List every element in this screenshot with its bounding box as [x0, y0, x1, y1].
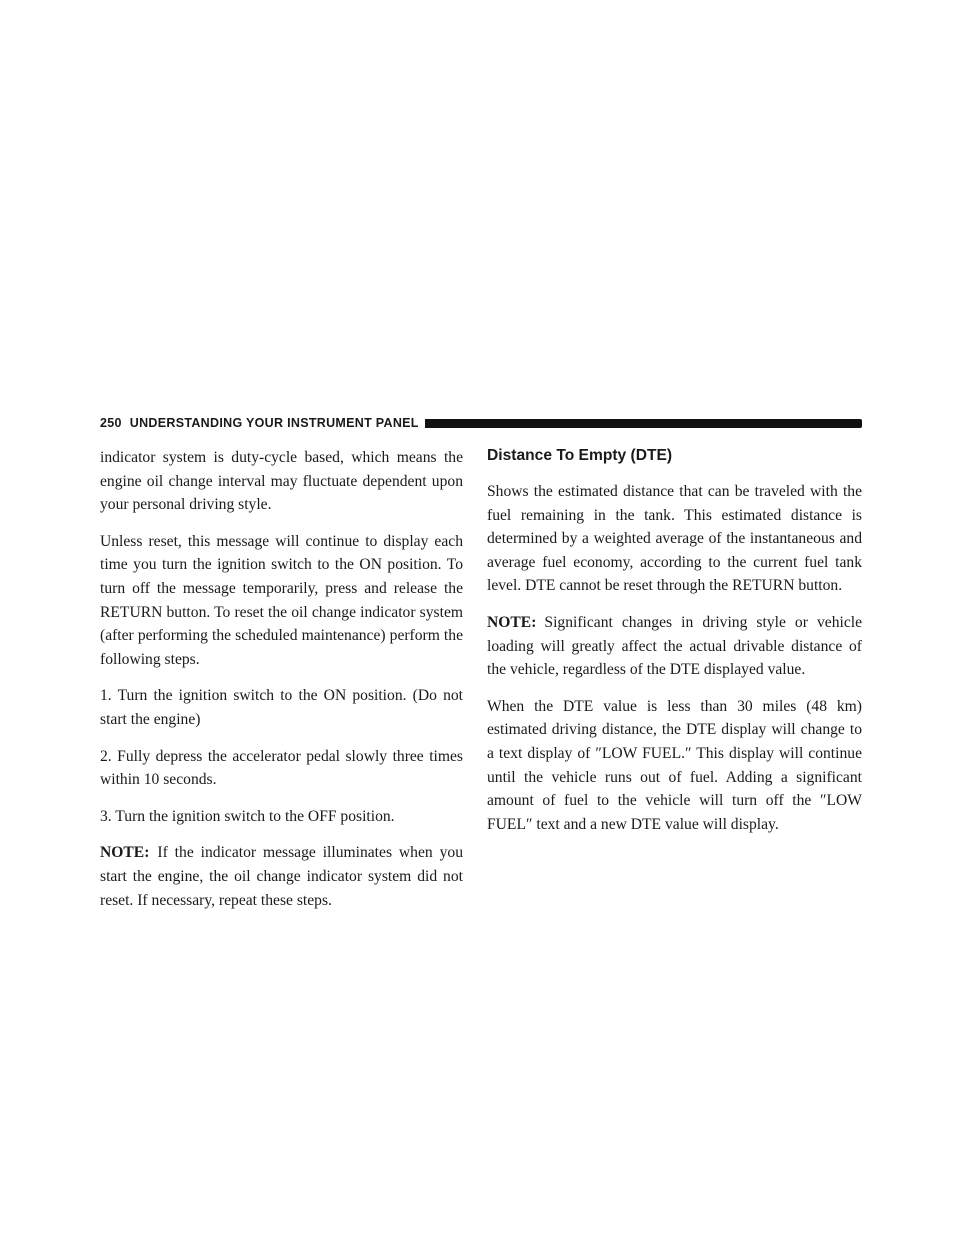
step-2: 2. Fully depress the accelerator pedal slowly three times within 10 seconds. — [100, 747, 463, 789]
note-text: Significant changes in driving style or vehicle loading will greatly affect the actual drivable distance of the vehicle, regardless of the DTE displayed value. — [487, 613, 862, 679]
section-heading-dte: Distance To Empty (DTE) — [487, 447, 673, 464]
paragraph-dte-description: Shows the estimated distance that can be traveled with the fuel remaining in the tank. This estimated distance is determined by a weighted average of the instantaneous and average fuel economy, according to the current fuel tank level. DTE cannot be reset through the RETURN button. — [487, 483, 862, 595]
chapter-title: UNDERSTANDING YOUR INSTRUMENT PANEL — [129, 416, 419, 430]
paragraph-unless-reset: Unless reset, this message will continue to display each time you turn the ignition switch to the ON position. To turn off the message temporarily, press and release the RETURN button. To reset the oil change indicator system (after performing the scheduled maintenance) perform the following steps. — [100, 532, 463, 668]
paragraph-low-fuel: When the DTE value is less than 30 miles (48 km) estimated driving distance, the DTE display will change to a text display of ″LOW FUEL.″ This display will continue until the vehicle runs out of fuel. Adding a significant amount of fuel to the vehicle will turn off the ″LOW FUEL″ text and a new DTE value will display. — [487, 697, 862, 833]
header-rule — [425, 419, 862, 428]
paragraph-duty-cycle: indicator system is duty-cycle based, which means the engine oil change interval may fluctuate dependent upon your personal driving style. — [100, 449, 463, 514]
step-3: 3. Turn the ignition switch to the OFF position. — [100, 807, 395, 825]
left-column — [100, 446, 463, 925]
note-label: NOTE: — [487, 613, 537, 631]
page-header — [100, 412, 862, 434]
note-label: NOTE: — [100, 844, 150, 862]
note-oil-reset — [100, 841, 463, 912]
note-driving-style — [487, 611, 862, 682]
note-text: If the indicator message illuminates when you start the engine, the oil change indicator system did not reset. If necessary, repeat these steps. — [100, 844, 463, 909]
right-column — [487, 446, 862, 849]
page-number: 250 — [100, 416, 122, 430]
step-1: 1. Turn the ignition switch to the ON position. (Do not start the engine) — [100, 687, 463, 728]
